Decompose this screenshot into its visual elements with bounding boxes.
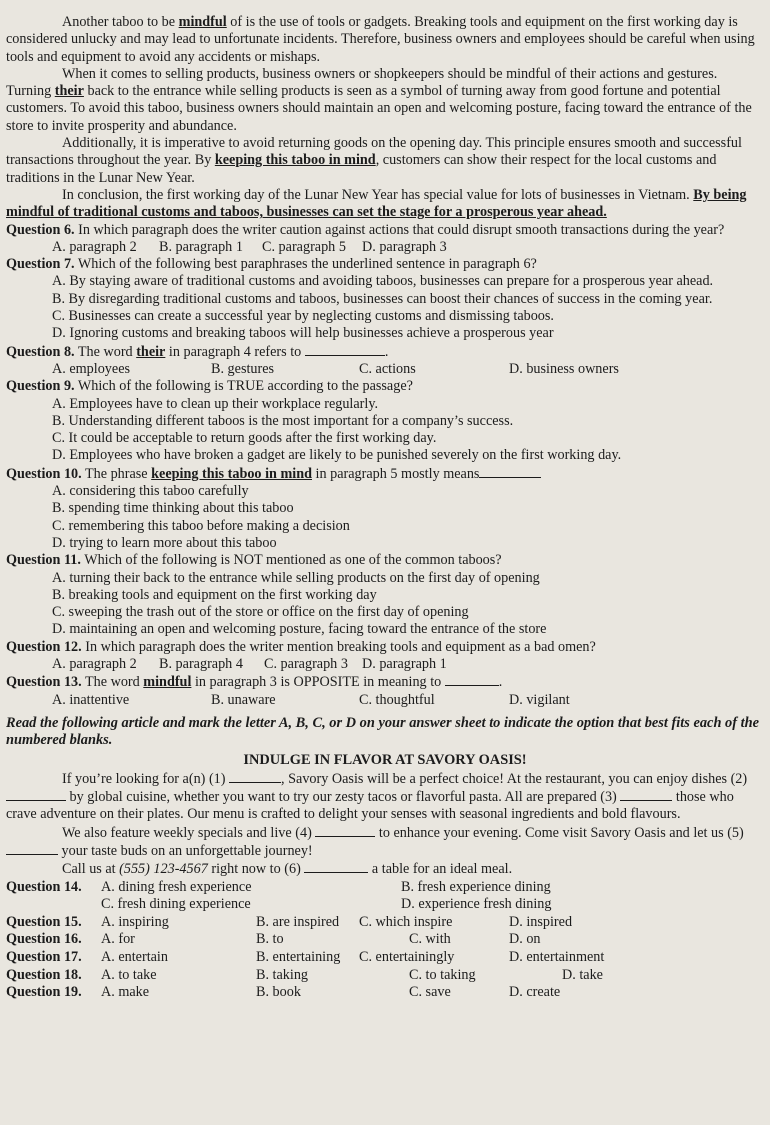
blank-5 [6,842,58,855]
underlined-sentence: By being mindful of traditional customs and taboos, businesses can set the stage for a prosperous year ahead. [6,186,747,221]
question-14: Question 14. A. dining fresh experience B. fresh experience dining [6,878,551,895]
q7-option-b[interactable]: B. By disregarding traditional customs and taboos, businesses can boost their chances of success in the coming year. [52,290,713,307]
paragraph-3: Another taboo to be mindful of is the use of tools or gadgets. Breaking tools and equipment on the first working day is considered unlucky and may lead to unfortunate incidents. Therefore, business owners and employees should be careful when using tools and equipment to avoid any accidents or mishaps. [6,14,755,65]
paragraph-4: When it comes to selling products, business owners or shopkeepers should be mindful of their actions and gestures. Turning their back to the entrance while selling products is seen as a symbol of turning away from good fortune and potential customers. To avoid this taboo, business owners should maintain an open and welcoming posture, facing toward the entrance of the store to invite prosperity and abundance. [6,65,752,134]
article-paragraph-1: If you’re looking for a(n) (1) , Savory Oasis will be a perfect choice! At the restaurant, you can enjoy dishes (2) by global cuisine, whether you want to try our zesty tacos or flavorful pasta. All are prepared (3) those who crave adventure on their plates. Our menu is crafted to delight your senses with seasonal ingredients and bold flavours. [6,770,748,823]
q17-option-c[interactable]: C. entertainingly [359,948,455,965]
q16-option-a[interactable]: A. for [101,931,135,948]
q14-option-d[interactable]: D. experience fresh dining [401,896,552,913]
q11-option-a[interactable]: A. turning their back to the entrance while selling products on the first day of opening [52,569,540,586]
q8-option-c[interactable]: C. actions [359,360,416,377]
q12-option-a[interactable]: A. paragraph 2 [52,655,137,672]
blank-2 [6,788,66,801]
answer-blank [479,465,541,478]
q14-option-c[interactable]: C. fresh dining experience [101,896,251,913]
q10-option-b[interactable]: B. spending time thinking about this taboo [52,500,294,517]
blank-1 [229,770,281,783]
q15-option-a[interactable]: A. inspiring [101,913,169,930]
question-9: Question 9. Which of the following is TRUE according to the passage? [6,378,413,395]
q12-option-c[interactable]: C. paragraph 3 [264,655,348,672]
q9-option-b[interactable]: B. Understanding different taboos is the most important for a company’s success. [52,412,514,429]
q11-option-d[interactable]: D. maintaining an open and welcoming posture, facing toward the entrance of the store [52,621,547,638]
q17-option-d[interactable]: D. entertainment [509,948,605,965]
underlined-mindful: mindful [178,14,227,30]
q8-option-d[interactable]: D. business owners [509,360,619,377]
q6-option-b[interactable]: B. paragraph 1 [159,238,243,255]
question-11: Question 11. Which of the following is NOT mentioned as one of the common taboos? [6,552,502,569]
q15-option-c[interactable]: C. which inspire [359,913,453,930]
q10-option-c[interactable]: C. remembering this taboo before making a decision [52,517,350,534]
q13-options [6,692,764,709]
q9-option-d[interactable]: D. Employees who have broken a gadget are likely to be punished severely on the first working day. [52,447,622,464]
q6-option-a[interactable]: A. paragraph 2 [52,238,137,255]
q16-option-b[interactable]: B. to [256,931,284,948]
q6-option-c[interactable]: C. paragraph 5 [262,238,346,255]
q18-option-a[interactable]: A. to take [101,966,157,983]
q9-option-a[interactable]: A. Employees have to clean up their workplace regularly. [52,395,379,412]
paragraph-6: In conclusion, the first working day of the Lunar New Year has special value for lots of businesses in Vietnam. By being mindful of traditional customs and taboos, businesses can set the stage for a prosperous year ahead. [6,186,747,221]
q12-option-b[interactable]: B. paragraph 4 [159,655,243,672]
q11-option-b[interactable]: B. breaking tools and equipment on the first working day [52,586,377,603]
question-7: Question 7. Which of the following best paraphrases the underlined sentence in paragraph 6? [6,256,537,273]
blank-6 [304,860,368,873]
q17-option-b[interactable]: B. entertaining [256,948,341,965]
q15-option-b[interactable]: B. are inspired [256,913,340,930]
q19-option-c[interactable]: C. save [409,984,451,1001]
q9-option-c[interactable]: C. It could be acceptable to return goods after the first working day. [52,430,437,447]
q8-options [6,361,764,378]
q7-option-c[interactable]: C. Businesses can create a successful year by neglecting customs and dismissing taboos. [52,308,554,325]
q19-option-a[interactable]: A. make [101,984,150,1001]
question-8: Question 8. The word their in paragraph 4 refers to . [6,343,389,360]
question-12: Question 12. In which paragraph does the writer mention breaking tools and equipment as a bad omen? [6,638,596,655]
question-17: Question 17. A. entertain B. entertaining C. entertainingly D. entertainment [6,948,605,965]
q19-option-d[interactable]: D. create [509,984,561,1001]
q13-option-a[interactable]: A. inattentive [52,691,130,708]
question-19: Question 19. A. make B. book C. save D. create [6,984,561,1001]
q7-option-a[interactable]: A. By staying aware of traditional customs and avoiding taboos, businesses can prepare for a prosperous year ahead. [52,273,714,290]
q6-option-d[interactable]: D. paragraph 3 [362,238,447,255]
q8-option-a[interactable]: A. employees [52,360,131,377]
section-instruction: Read the following article and mark the letter A, B, C, or D on your answer sheet to indicate the option that best fits each of the numbered blanks. [6,714,760,749]
q11-option-c[interactable]: C. sweeping the trash out of the store or office on the first day of opening [52,604,469,621]
underlined-phrase: keeping this taboo in mind [214,152,376,169]
blank-4 [315,824,375,837]
question-6: Question 6. In which paragraph does the writer caution against actions that could disrupt smooth transactions during the year? [6,221,725,238]
q10-option-d[interactable]: D. trying to learn more about this taboo [52,534,277,551]
q10-option-a[interactable]: A. considering this taboo carefully [52,483,249,500]
q17-option-a[interactable]: A. entertain [101,948,168,965]
article-paragraph-3: Call us at (555) 123-4567 right now to (6) a table for an ideal meal. [62,861,513,878]
question-13: Question 13. The word mindful in paragraph 3 is OPPOSITE in meaning to . [6,674,503,691]
phone-number: (555) 123-4567 [119,861,208,878]
q18-option-d[interactable]: D. take [562,966,603,983]
q8-option-b[interactable]: B. gestures [211,360,275,377]
question-15: Question 15. A. inspiring B. are inspired C. which inspire D. inspired [6,913,573,930]
question-10: Question 10. The phrase keeping this taboo in mind in paragraph 5 mostly means [6,465,764,483]
underlined-their: their [54,83,84,100]
article-title: INDULGE IN FLAVOR AT SAVORY OASIS! [243,752,527,769]
q6-options [6,239,764,256]
q15-option-d[interactable]: D. inspired [509,913,573,930]
q16-option-d[interactable]: D. on [509,931,541,948]
q14-option-b[interactable]: B. fresh experience dining [401,878,551,895]
blank-3 [620,788,672,801]
q7-option-d[interactable]: D. Ignoring customs and breaking taboos will help businesses achieve a prosperous year [52,325,554,342]
q13-option-c[interactable]: C. thoughtful [359,691,435,708]
q12-option-d[interactable]: D. paragraph 1 [362,655,447,672]
paragraph-5: Additionally, it is imperative to avoid returning goods on the opening day. This principle ensures smooth and successful transactions throughout the year. By keeping this taboo in mind, customers can show their respect for the local customs and traditions in the Lunar New Year. [6,135,742,186]
question-14-row-2 [6,896,764,914]
q12-options [6,656,764,673]
q16-option-c[interactable]: C. with [409,931,451,948]
answer-blank [305,343,385,356]
q18-option-c[interactable]: C. to taking [409,966,476,983]
q14-option-a[interactable]: A. dining fresh experience [101,878,252,895]
article-paragraph-2: We also feature weekly specials and live (4) to enhance your evening. Come visit Savory Oasis and let us (5) your taste buds on an unforgettable journey! [6,824,764,861]
question-18: Question 18. A. to take B. taking C. to taking D. take [6,966,603,983]
answer-blank [445,673,499,686]
q13-option-b[interactable]: B. unaware [211,691,276,708]
q18-option-b[interactable]: B. taking [256,966,309,983]
q19-option-b[interactable]: B. book [256,984,301,1001]
q13-option-d[interactable]: D. vigilant [509,691,570,708]
question-16: Question 16. A. for B. to C. with D. on [6,931,541,948]
